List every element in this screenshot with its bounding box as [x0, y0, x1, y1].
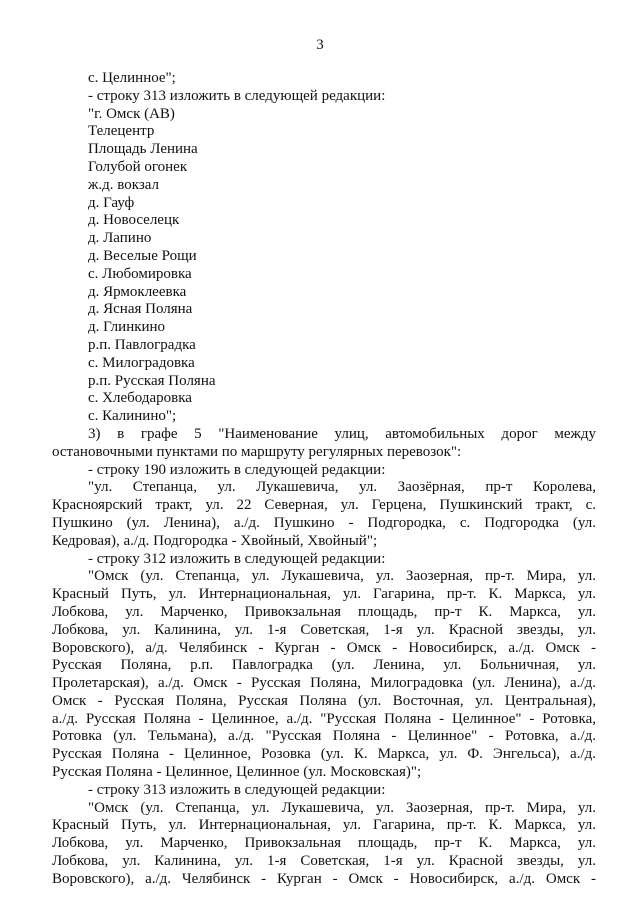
paragraph-line: Русская Поляна - Целинное, Розовка (ул. К. Маркса, ул. Ф. Энгельса), а./д.	[52, 746, 596, 763]
stop-list-item: ж.д. вокзал	[88, 176, 160, 193]
paragraph-line: "Омск (ул. Степанца, ул. Лукашевича, ул. Заозерная, пр-т. Мира, ул.	[88, 568, 596, 585]
stop-list-item: с. Хлебодаровка	[88, 390, 192, 407]
row-190-instruction: - строку 190 изложить в следующей редакции:	[88, 461, 386, 478]
paragraph-line: Красноярский тракт, ул. 22 Северная, ул. Герцена, Пушкинский тракт, с.	[52, 497, 596, 514]
row-313-instruction: - строку 313 изложить в следующей редакции:	[88, 781, 386, 798]
stop-list-item: Голубой огонек	[88, 158, 188, 175]
paragraph-line: Воровского), а./д. Челябинск - Курган - Омск - Новосибирск, а./д. Омск -	[52, 870, 596, 887]
stop-list-item: д. Глинкино	[88, 319, 166, 336]
paragraph-line: Пролетарская), а./д. Омск - Русская Поляна, Милоградовка (ул. Ленина), а./д.	[52, 675, 596, 692]
paragraph-line: Русская Поляна, р.п. Павлоградка (ул. Ленина, ул. Больничная, ул.	[52, 657, 596, 674]
stop-list-item: р.п. Павлоградка	[88, 336, 196, 353]
stop-list-item: д. Ясная Поляна	[88, 301, 193, 318]
stop-list-item: с. Любомировка	[88, 265, 192, 282]
paragraph-line: Кедровая), а./д. Подгородка - Хвойный, Хвойный";	[52, 532, 378, 549]
paragraph-line: Омск - Русская Поляна, Русская Поляна (ул. Восточная, ул. Центральная),	[52, 692, 596, 709]
page-number: 3	[316, 37, 324, 53]
paragraph-line: Лобкова, ул. Калинина, ул. 1-я Советская, 1-я ул. Красной звезды, ул.	[52, 853, 596, 870]
paragraph-line: "ул. Степанца, ул. Лукашевича, ул. Заозёрная, пр-т Королева,	[88, 479, 596, 496]
row-313-instruction: - строку 313 изложить в следующей редакции:	[88, 87, 386, 104]
paragraph-line: остановочными пунктами по маршруту регулярных перевозок":	[52, 443, 462, 460]
stop-list-item: Телецентр	[88, 123, 155, 140]
paragraph-line: Воровского), а/д. Челябинск - Курган - Омск - Новосибирск, а./д. Омск -	[52, 639, 596, 656]
document-body	[52, 70, 596, 889]
stop-list-item: с. Калинино";	[88, 408, 177, 425]
paragraph-line: Пушкино (ул. Ленина), а./д. Пушкино - Подгородка, с. Подгородка (ул.	[52, 514, 596, 531]
stop-list-item: д. Веселые Рощи	[88, 247, 197, 264]
text-line: с. Целинное";	[88, 70, 176, 86]
stop-list-item: с. Милоградовка	[88, 354, 195, 371]
stop-list-item: Площадь Ленина	[88, 141, 198, 158]
stop-list-item: "г. Омск (АВ)	[88, 105, 175, 122]
paragraph-line: а./д. Русская Поляна - Целинное, а./д. "Русская Поляна - Целинное" - Ротовка,	[52, 710, 596, 727]
stop-list-item: р.п. Русская Поляна	[88, 372, 216, 389]
paragraph-line: Лобкова, ул. Марченко, Привокзальная площадь, пр-т К. Маркса, ул.	[52, 835, 596, 852]
stop-list-item: д. Гауф	[88, 194, 135, 211]
paragraph-line: 3) в графе 5 "Наименование улиц, автомобильных дорог между	[88, 425, 596, 442]
paragraph-line: Красный Путь, ул. Интернациональная, ул. Гагарина, пр-т. К. Маркса, ул.	[52, 586, 596, 603]
stop-list-item: д. Новоселецк	[88, 212, 180, 229]
paragraph-line: Красный Путь, ул. Интернациональная, ул. Гагарина, пр-т. К. Маркса, ул.	[52, 817, 596, 834]
row-312-instruction: - строку 312 изложить в следующей редакции:	[88, 550, 386, 567]
paragraph-line: Русская Поляна - Целинное, Целинное (ул. Московская)";	[52, 764, 422, 781]
paragraph-line: Ротовка (ул. Тельмана), а./д. "Русская Поляна - Целинное" - Ротовка, а./д.	[52, 728, 596, 745]
paragraph-line: Лобкова, ул. Марченко, Привокзальная площадь, пр-т К. Маркса, ул.	[52, 603, 596, 620]
paragraph-line: Лобкова, ул. Калинина, ул. 1-я Советская, 1-я ул. Красной звезды, ул.	[52, 621, 596, 638]
stop-list-item: д. Ярмоклеевка	[88, 283, 187, 300]
stop-list-item: д. Лапино	[88, 230, 152, 247]
paragraph-line: "Омск (ул. Степанца, ул. Лукашевича, ул. Заозерная, пр-т. Мира, ул.	[88, 799, 596, 816]
